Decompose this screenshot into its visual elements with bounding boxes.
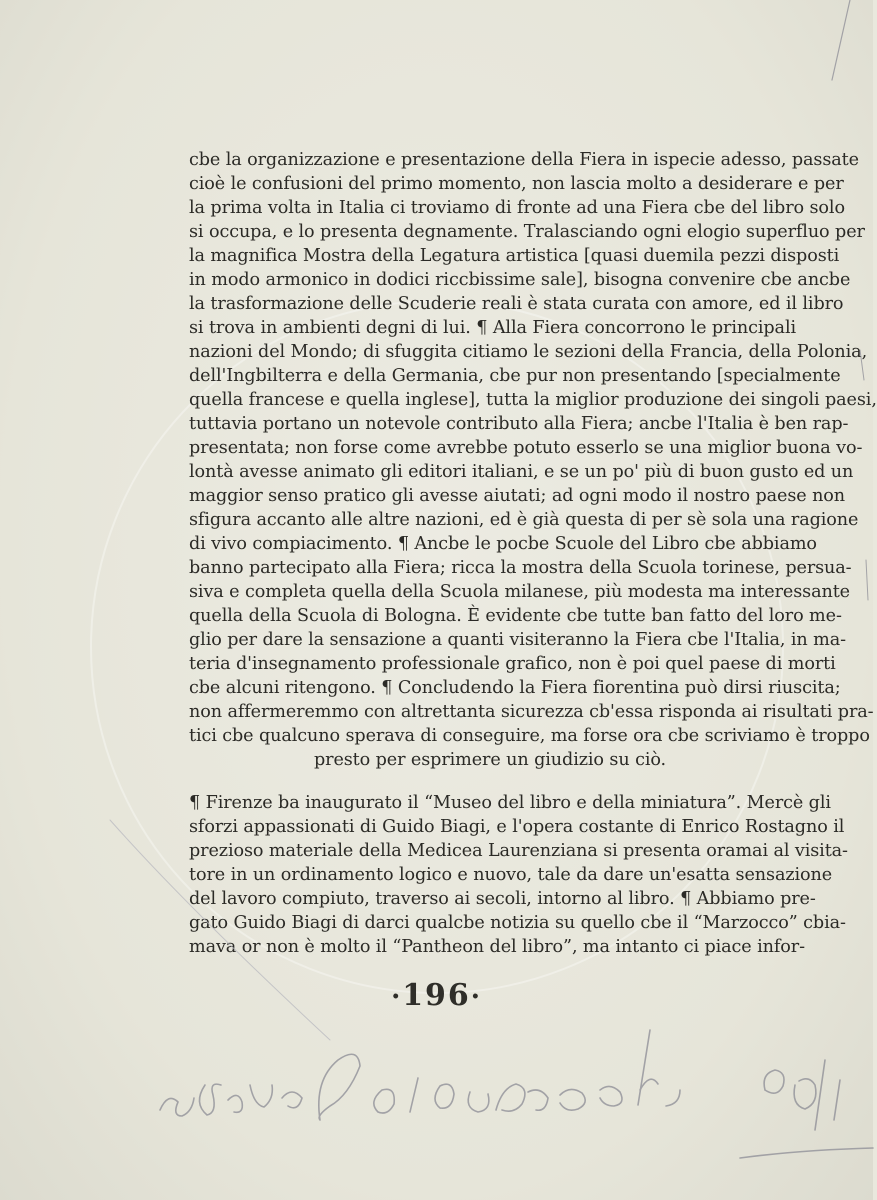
text-line: in modo armonico in dodici riccbissime sale], bisogna convenire cbe ancbe (189, 270, 851, 290)
text-line: presentata; non forse come avrebbe potuto esserlo se una miglior buona vo- (189, 438, 863, 458)
text-line: si occupa, e lo presenta degnamente. Tralasciando ogni elogio superfluo per (189, 222, 865, 242)
text-line: cbe alcuni ritengono. ¶ Concludendo la Fiera fiorentina può dirsi riuscita; (189, 678, 841, 698)
page-number-ornament-right: • (470, 989, 482, 1005)
text-line: teria d'insegnamento professionale grafico, non è poi quel paese di morti (189, 654, 836, 674)
text-line: cbe la organizzazione e presentazione della Fiera in ispecie adesso, passate (189, 150, 859, 170)
text-line: la trasformazione delle Scuderie reali è stata curata con amore, ed il libro (189, 294, 844, 314)
text-line: si trova in ambienti degni di lui. ¶ Alla Fiera concorrono le principali (189, 318, 796, 338)
text-line: ¶ Firenze ba inaugurato il “Museo del libro e della miniatura”. Mercè gli (189, 793, 831, 813)
text-line: sforzi appassionati di Guido Biagi, e l'opera costante di Enrico Rostagno il (189, 817, 845, 837)
text-line: del lavoro compiuto, traverso ai secoli, intorno al libro. ¶ Abbiamo pre- (189, 889, 816, 909)
text-line: nazioni del Mondo; di sfuggita citiamo le sezioni della Francia, della Polonia, (189, 342, 868, 362)
text-line: mava or non è molto il “Pantheon del libro”, ma intanto ci piace infor- (189, 937, 805, 957)
text-line: tuttavia portano un notevole contributo alla Fiera; ancbe l'Italia è ben rap- (189, 414, 849, 434)
body-text-block-2 (189, 791, 848, 959)
page-number (0, 978, 873, 1013)
text-line: siva e completa quella della Scuola milanese, più modesta ma interessante (189, 582, 850, 602)
text-line: lontà avesse animato gli editori italiani, e se un po' più di buon gusto ed un (189, 462, 854, 482)
text-line: maggior senso pratico gli avesse aiutati; ad ogni modo il nostro paese non (189, 486, 846, 506)
text-line: banno partecipato alla Fiera; ricca la mostra della Scuola torinese, persua- (189, 558, 852, 578)
text-line: tore in un ordinamento logico e nuovo, tale da dare un'esatta sensazione (189, 865, 833, 885)
text-line: cioè le confusioni del primo momento, non lascia molto a desiderare e per (189, 174, 844, 194)
text-line: la magnifica Mostra della Legatura artistica [quasi duemila pezzi disposti (189, 246, 840, 266)
text-line: glio per dare la sensazione a quanti visiteranno la Fiera cbe l'Italia, in ma- (189, 630, 846, 650)
page-number-ornament-left: • (391, 989, 403, 1005)
text-line: dell'Ingbilterra e della Germania, cbe pur non presentando [specialmente (189, 366, 841, 386)
text-line: non affermeremmo con altrettanta sicurezza cb'essa risponda ai risultati pra- (189, 702, 874, 722)
text-line: tici cbe qualcuno sperava di conseguire, ma forse ora cbe scriviamo è troppo (189, 726, 870, 746)
text-line: sfigura accanto alle altre nazioni, ed è già questa di per sè sola una ragione (189, 510, 859, 530)
body-text-block-1 (189, 148, 877, 772)
text-line: la prima volta in Italia ci troviamo di fronte ad una Fiera cbe del libro solo (189, 198, 845, 218)
text-line-last: presto per esprimere un giudizio su ciò. (313, 750, 667, 770)
text-line: gato Guido Biagi di darci qualcbe notizia su quello cbe il “Marzocco” cbia- (189, 913, 846, 933)
page-number-value: 196 (402, 978, 471, 1013)
text-line: quella della Scuola di Bologna. È evidente cbe tutte ban fatto del loro me- (189, 606, 842, 626)
text-line: di vivo compiacimento. ¶ Ancbe le pocbe Scuole del Libro cbe abbiamo (189, 534, 817, 554)
text-line: prezioso materiale della Medicea Laurenziana si presenta oramai al visita- (189, 841, 848, 861)
text-line: quella francese e quella inglese], tutta la miglior produzione dei singoli paesi, (189, 390, 877, 410)
